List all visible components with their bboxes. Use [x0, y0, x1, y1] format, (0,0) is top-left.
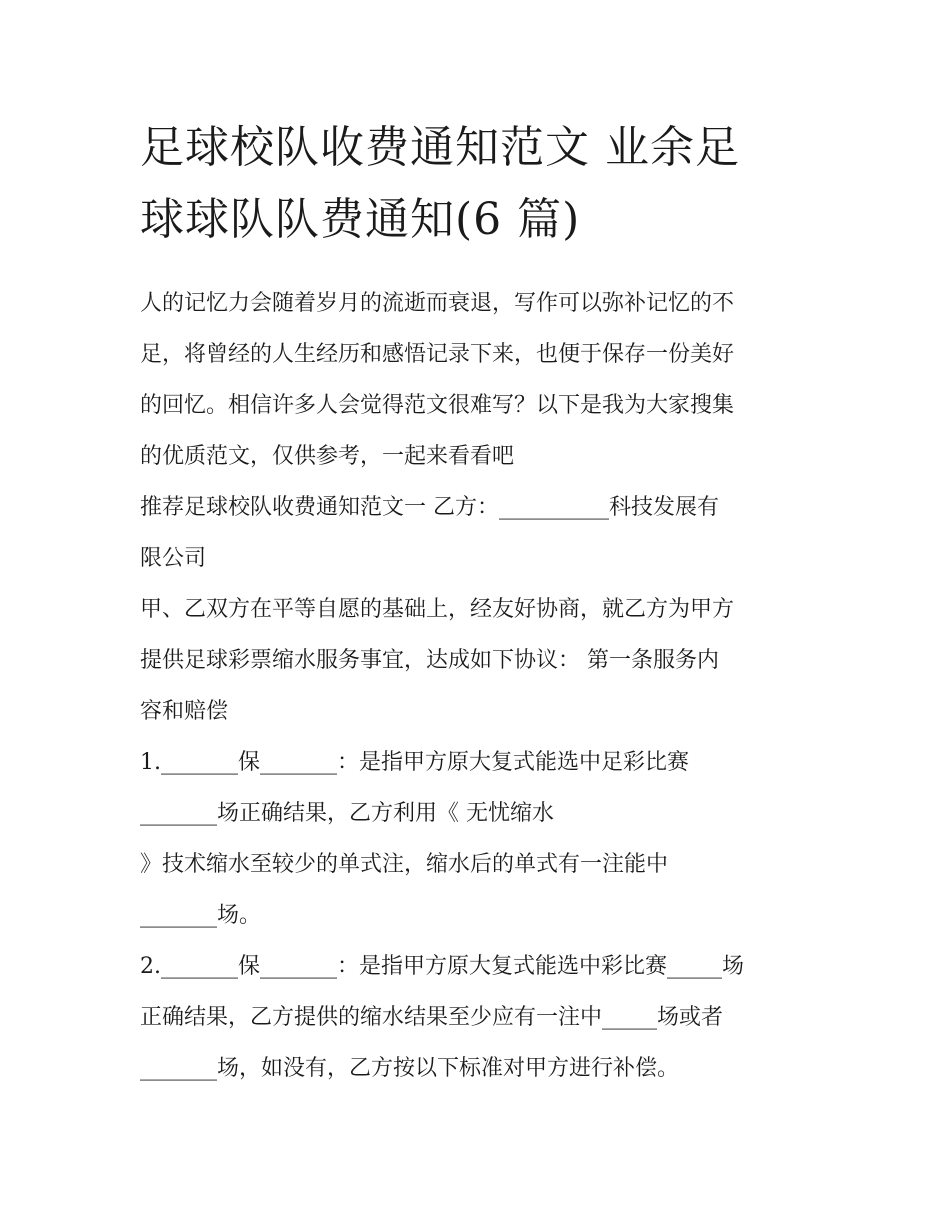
text-line: 人的记忆力会随着岁月的流逝而衰退，写作可以弥补记忆的不 — [140, 291, 735, 316]
text-line: 》技术缩水至较少的单式注，缩水后的单式有一注能中 — [140, 852, 669, 877]
text-line: 的优质范文，仅供参考，一起来看看吧 — [140, 444, 515, 469]
text-line: 的回忆。相信许多人会觉得范文很难写？以下是我为大家搜集 — [140, 393, 735, 418]
text-line: _______场正确结果，乙方利用《 无忧缩水 — [140, 801, 554, 826]
text-line: _______场。 — [140, 903, 262, 928]
text-line: 2._______保_______：是指甲方原大复式能选中彩比赛_____场 — [140, 954, 744, 979]
text-line: 限公司 — [140, 546, 207, 571]
title-line: 足球校队收费通知范文 业余足 — [140, 122, 740, 173]
document-page — [140, 112, 830, 1094]
text-line: 1._______保_______：是指甲方原大复式能选中足彩比赛 — [140, 750, 689, 775]
text-line: 提供足球彩票缩水服务事宜，达成如下协议： 第一条服务内 — [140, 648, 719, 673]
text-line: 正确结果，乙方提供的缩水结果至少应有一注中_____场或者 — [140, 1005, 724, 1030]
document-title — [140, 112, 830, 256]
text-line: 推荐足球校队收费通知范文一 乙方：__________科技发展有 — [140, 495, 719, 520]
document-body — [140, 278, 830, 1094]
title-line: 球球队队费通知(6 篇) — [140, 194, 581, 245]
text-line: _______场，如没有，乙方按以下标准对甲方进行补偿。 — [140, 1056, 680, 1081]
text-line: 足，将曾经的人生经历和感悟记录下来，也便于保存一份美好 — [140, 342, 735, 367]
text-line: 容和赔偿 — [140, 699, 229, 724]
text-line: 甲、乙双方在平等自愿的基础上，经友好协商，就乙方为甲方 — [140, 597, 735, 622]
